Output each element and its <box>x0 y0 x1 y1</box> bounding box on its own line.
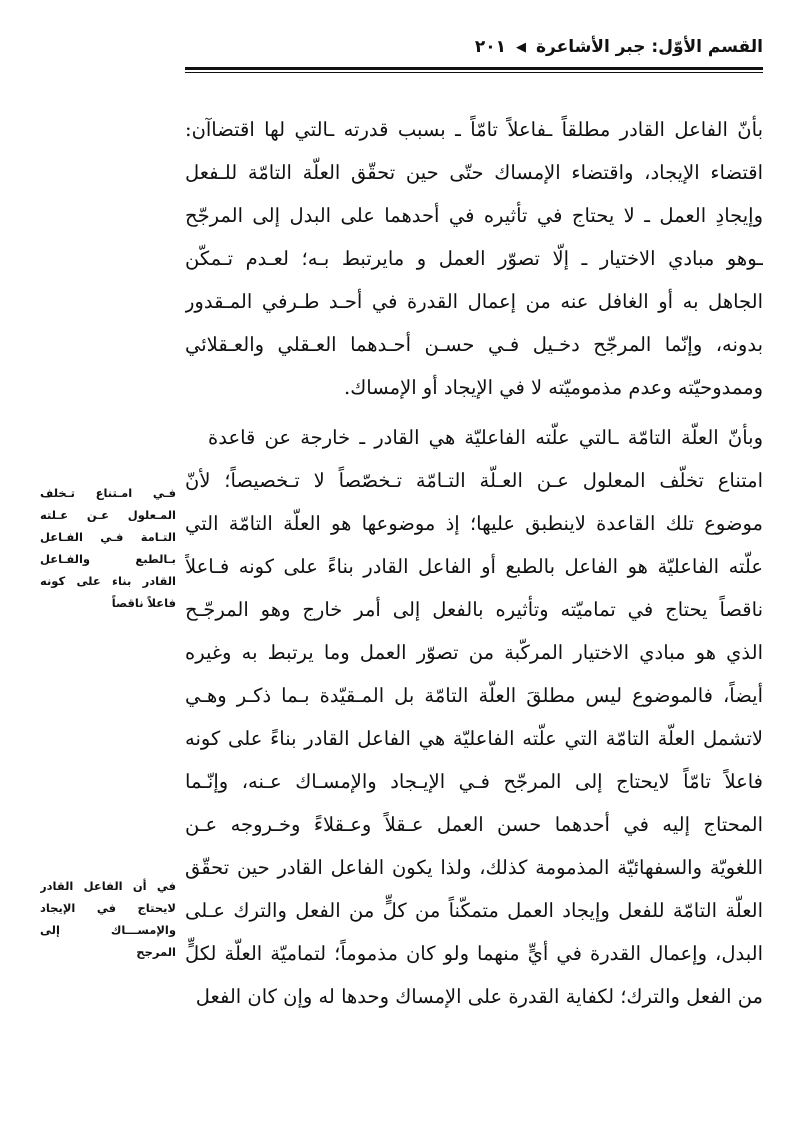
text-line: امتناع تخلّف المعلول عـن العـلّة التـامّة تـخصّصاً لا تـخصيصاً؛ لأنّ <box>185 469 763 492</box>
margin-note-line: المرجح <box>136 945 176 959</box>
header-rule-thick <box>185 67 763 70</box>
margin-note-line: فـي امـتناع تـخلف <box>40 486 176 500</box>
text-line: علّته الفاعليّة هو الفاعل بالطبع أو الفاعل القادر بناءً على كونه فـاعلاً <box>185 555 763 578</box>
text-line: الذي هو مبادي الاختيار المركّبة من تصوّر العمل وما يرتبط به وغيره <box>185 641 763 664</box>
text-line: بأنّ الفاعل القادر مطلقاً ـفاعلاً تامّاً ـ بسبب قدرته ـالتي لها اقتضاآن: <box>185 118 763 141</box>
margin-note-line: المـعلول عـن عـلته <box>40 508 176 522</box>
page-number: ٢٠١ <box>474 37 506 57</box>
margin-note-line: لايحتاج في الإيجاد <box>40 901 176 915</box>
margin-note-line: بـالطبع والفـاعل <box>40 552 176 566</box>
running-title: القسم الأوّل: جبر الأشاعرة <box>535 37 763 57</box>
triangle-marker-icon: ◀ <box>515 39 526 55</box>
text-line: بدونه، وإنّما المرجّح دخـيل فـي حسـن أحـدهما العـقلي والعـقلائي <box>185 333 763 356</box>
margin-note-line: والإمســـاك إلى <box>40 923 176 937</box>
text-line: المحتاج إليه في أحدهما حسن العمل عـقلاً وعـقلاءً وخـروجه عـن <box>185 813 763 836</box>
text-line: وإيجادِ العمل ـ لا يحتاج في تأثيره في أحدهما على البدل إلى المرجّح <box>185 204 763 227</box>
text-line: لاتشمل العلّة التامّة التي علّته الفاعليّة هي الفاعل القادر بناءً على كونه <box>185 727 763 750</box>
text-line: فاعلاً تامّاً لايحتاج إلى المرجّح فـي الإيـجاد والإمسـاك عـنه، وإنّـما <box>185 770 763 793</box>
margin-note-line: فاعلاً ناقصاً <box>111 596 176 610</box>
text-line: وممدوحيّته وعدم مذموميّته لا في الإيجاد أو الإمساك. <box>344 376 763 399</box>
text-line: اللغويّة والسفهائيّة المذمومة كذلك، ولذا يكون الفاعل القادر حين تحقّق <box>185 856 763 879</box>
margin-note-line: في أن الفاعل القادر <box>40 879 176 893</box>
text-line: من الفعل والترك؛ لكفاية القدرة على الإمساك وحدها له وإن كان الفعل <box>195 985 763 1008</box>
text-line: موضوع تلك القاعدة لاينطبق عليها؛ إذ موضوعها هو العلّة التامّة التي <box>185 512 763 535</box>
margin-note-line: التـامة فـي الفـاعل <box>40 530 176 544</box>
margin-note-line: القادر بناء على كونه <box>40 574 176 588</box>
text-line: ـوهو مبادي الاختيار ـ إلّا تصوّر العمل و مايرتبط بـه؛ لعـدم تـمكّن <box>185 247 763 270</box>
text-line: ناقصاً يحتاج في تماميّته وتأثيره بالفعل إلى أمر خارج وهو المرجّـح <box>185 598 763 621</box>
text-line: أيضاً، فالموضوع ليس مطلقَ العلّة التامّة بل المـقيّدة بـما ذكـر وهـي <box>185 684 763 707</box>
text-line: الجاهل به أو الغافل عنه من إعمال القدرة في أحـد طـرفي المـقدور <box>185 290 763 313</box>
text-line: وبأنّ العلّة التامّة ـالتي علّته الفاعليّة هي القادر ـ خارجة عن قاعدة <box>208 426 763 449</box>
text-line: البدل، وإعمال القدرة في أيٍّ منهما ولو كان مذموماً؛ لتماميّة العلّة لكلٍّ <box>185 942 763 965</box>
text-line: اقتضاء الإيجاد، واقتضاء الإمساك حتّى حين تحقّق العلّة التامّة للـفعل <box>185 161 763 184</box>
header-rule-thin <box>185 72 763 73</box>
running-header <box>185 32 763 62</box>
text-line: العلّة التامّة للفعل وإيجاد العمل متمكّناً من كلٍّ من الفعل والترك عـلى <box>185 899 763 922</box>
